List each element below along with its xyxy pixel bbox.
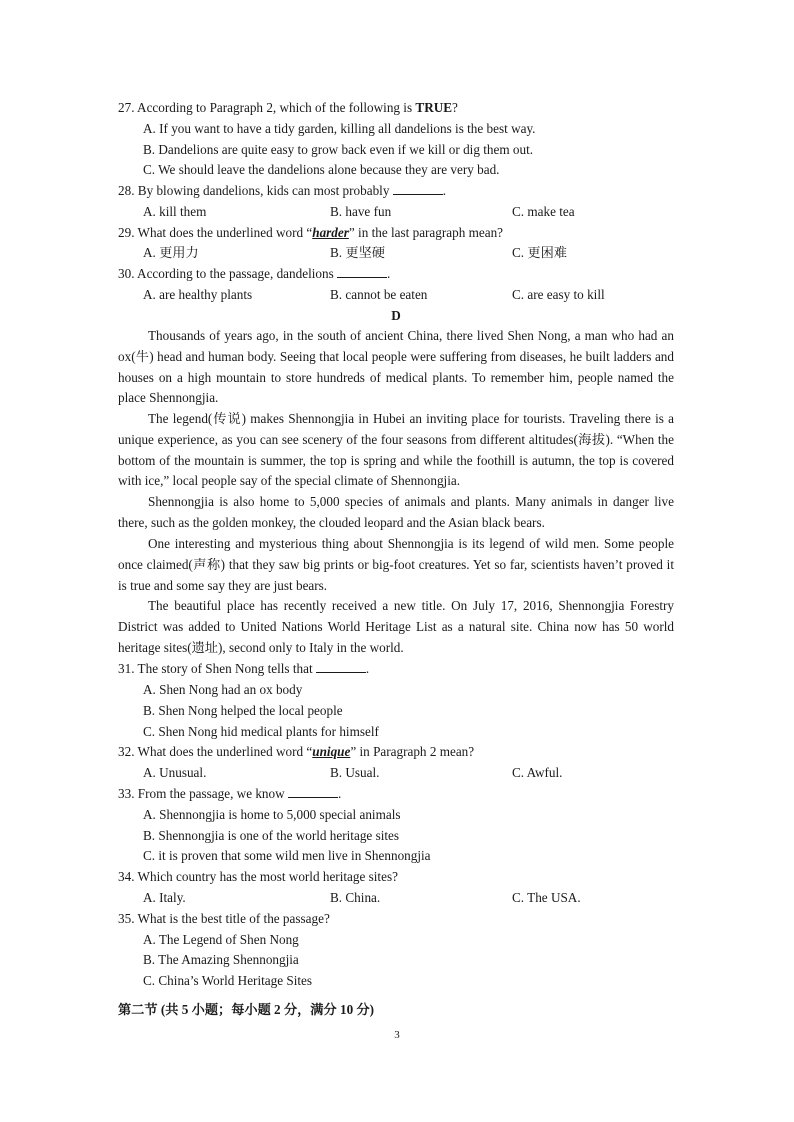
q32-stem-text: 32. What does the underlined word “: [118, 744, 313, 759]
q28-stem-text: 28. By blowing dandelions, kids can most probably: [118, 183, 393, 198]
q29-stem-text: 29. What does the underlined word “: [118, 225, 313, 240]
answer-blank: [393, 183, 443, 195]
question-30-stem: [118, 266, 390, 282]
q33-option-b: B. Shennongjia is one of the world heritage sites: [143, 828, 400, 843]
q31-stem-end: .: [365, 661, 370, 676]
passage-paragraph-3: Shennongjia is also home to 5,000 species of animals and plants. Many animals in danger live there, such as the golden monkey, the clouded leopard and the Asian black bears.: [118, 494, 674, 530]
answer-blank: [337, 266, 387, 278]
answer-blank: [288, 786, 338, 798]
q27-stem-bold: TRUE: [415, 100, 453, 115]
q35-option-a: A. The Legend of Shen Nong: [143, 932, 299, 947]
q27-option-b: B. Dandelions are quite easy to grow back even if we kill or dig them out.: [143, 142, 534, 157]
question-35-stem: 35. What is the best title of the passage?: [118, 911, 330, 926]
question-31-stem: [118, 661, 369, 677]
question-28-stem: [118, 183, 446, 199]
q30-option-c: C. are easy to kill: [512, 287, 605, 302]
question-27-stem: [118, 100, 458, 116]
q29-underlined-word: harder: [312, 225, 349, 240]
q33-stem-text: 33. From the passage, we know: [118, 786, 288, 801]
q34-option-b: B. China.: [330, 890, 381, 905]
q30-option-a: A. are healthy plants: [143, 287, 253, 302]
q28-option-a: A. kill them: [143, 204, 207, 219]
page-number: 3: [394, 1029, 400, 1041]
passage-paragraph-4: One interesting and mysterious thing about Shennongjia is its legend of wild men. Some people once claimed(声称) that they saw big prints or big-foot creatures. Yet so far, scientists haven’t proved it is true and some say they are just bears.: [118, 536, 674, 593]
q33-stem-end: .: [337, 786, 342, 801]
q32-option-a: A. Unusual.: [143, 765, 207, 780]
question-33-stem: [118, 786, 341, 802]
q28-stem-end: .: [442, 183, 447, 198]
answer-blank: [316, 661, 366, 673]
q35-option-b: B. The Amazing Shennongjia: [143, 952, 299, 967]
q31-option-a: A. Shen Nong had an ox body: [143, 682, 303, 697]
q33-option-c: C. it is proven that some wild men live in Shennongjia: [143, 848, 431, 863]
q27-stem-end: ?: [452, 100, 458, 115]
q34-option-c: C. The USA.: [512, 890, 581, 905]
q32-stem-end: ” in Paragraph 2 mean?: [350, 744, 475, 759]
q28-option-c: C. make tea: [512, 204, 575, 219]
q29-stem-end: ” in the last paragraph mean?: [348, 225, 504, 240]
q30-stem-end: .: [387, 266, 391, 281]
section-title: 第二节 (共 5 小题；每小题 2 分，满分 10 分): [118, 1002, 375, 1017]
q29-option-a: A. 更用力: [143, 245, 199, 260]
q28-option-b: B. have fun: [330, 204, 392, 219]
passage-paragraph-1: Thousands of years ago, in the south of ancient China, there lived Shen Nong, a man who had an ox(牛) head and human body. Seeing that local people were suffering from diseases, he built ladders and houses on a high mountain to store hundreds of medical plants. To remember him, people named the place Shennongjia.: [118, 328, 674, 406]
question-29-stem: [118, 225, 503, 241]
q27-option-a: A. If you want to have a tidy garden, killing all dandelions is the best way.: [143, 121, 536, 136]
q29-option-c: C. 更困难: [512, 245, 567, 260]
q32-underlined-word: unique: [312, 744, 351, 759]
q34-option-a: A. Italy.: [143, 890, 186, 905]
q31-option-b: B. Shen Nong helped the local people: [143, 703, 343, 718]
passage-paragraph-2: The legend(传说) makes Shennongjia in Hubei an inviting place for tourists. Traveling there is a unique experience, as you can see scenery of the four seasons from different altitudes(海拔). “When the bottom of the mountain is summer, the top is spring and while the foothill is autumn, the top is covered with ice,” local people say of the special climate of Shennongjia.: [118, 411, 674, 489]
q27-stem-text: 27. According to Paragraph 2, which of the following is: [118, 100, 416, 115]
q32-option-b: B. Usual.: [330, 765, 380, 780]
question-32-stem: [118, 744, 474, 760]
q35-option-c: C. China’s World Heritage Sites: [143, 973, 313, 988]
q30-option-b: B. cannot be eaten: [330, 287, 428, 302]
q29-option-b: B. 更坚硬: [330, 245, 385, 260]
q31-stem-text: 31. The story of Shen Nong tells that: [118, 661, 316, 676]
q31-option-c: C. Shen Nong hid medical plants for himself: [143, 724, 379, 739]
q33-option-a: A. Shennongjia is home to 5,000 special animals: [143, 807, 401, 822]
question-34-stem: 34. Which country has the most world heritage sites?: [118, 869, 398, 884]
q30-stem-text: 30. According to the passage, dandelions: [118, 266, 338, 281]
q32-option-c: C. Awful.: [512, 765, 563, 780]
passage-heading: D: [391, 308, 401, 323]
passage-paragraph-5: The beautiful place has recently received a new title. On July 17, 2016, Shennongjia Forestry District was added to United Nations World Heritage List as a natural site. China now has 50 world heritage sites(遗址), second only to Italy in the world.: [118, 598, 674, 655]
q27-option-c: C. We should leave the dandelions alone because they are very bad.: [143, 162, 500, 177]
